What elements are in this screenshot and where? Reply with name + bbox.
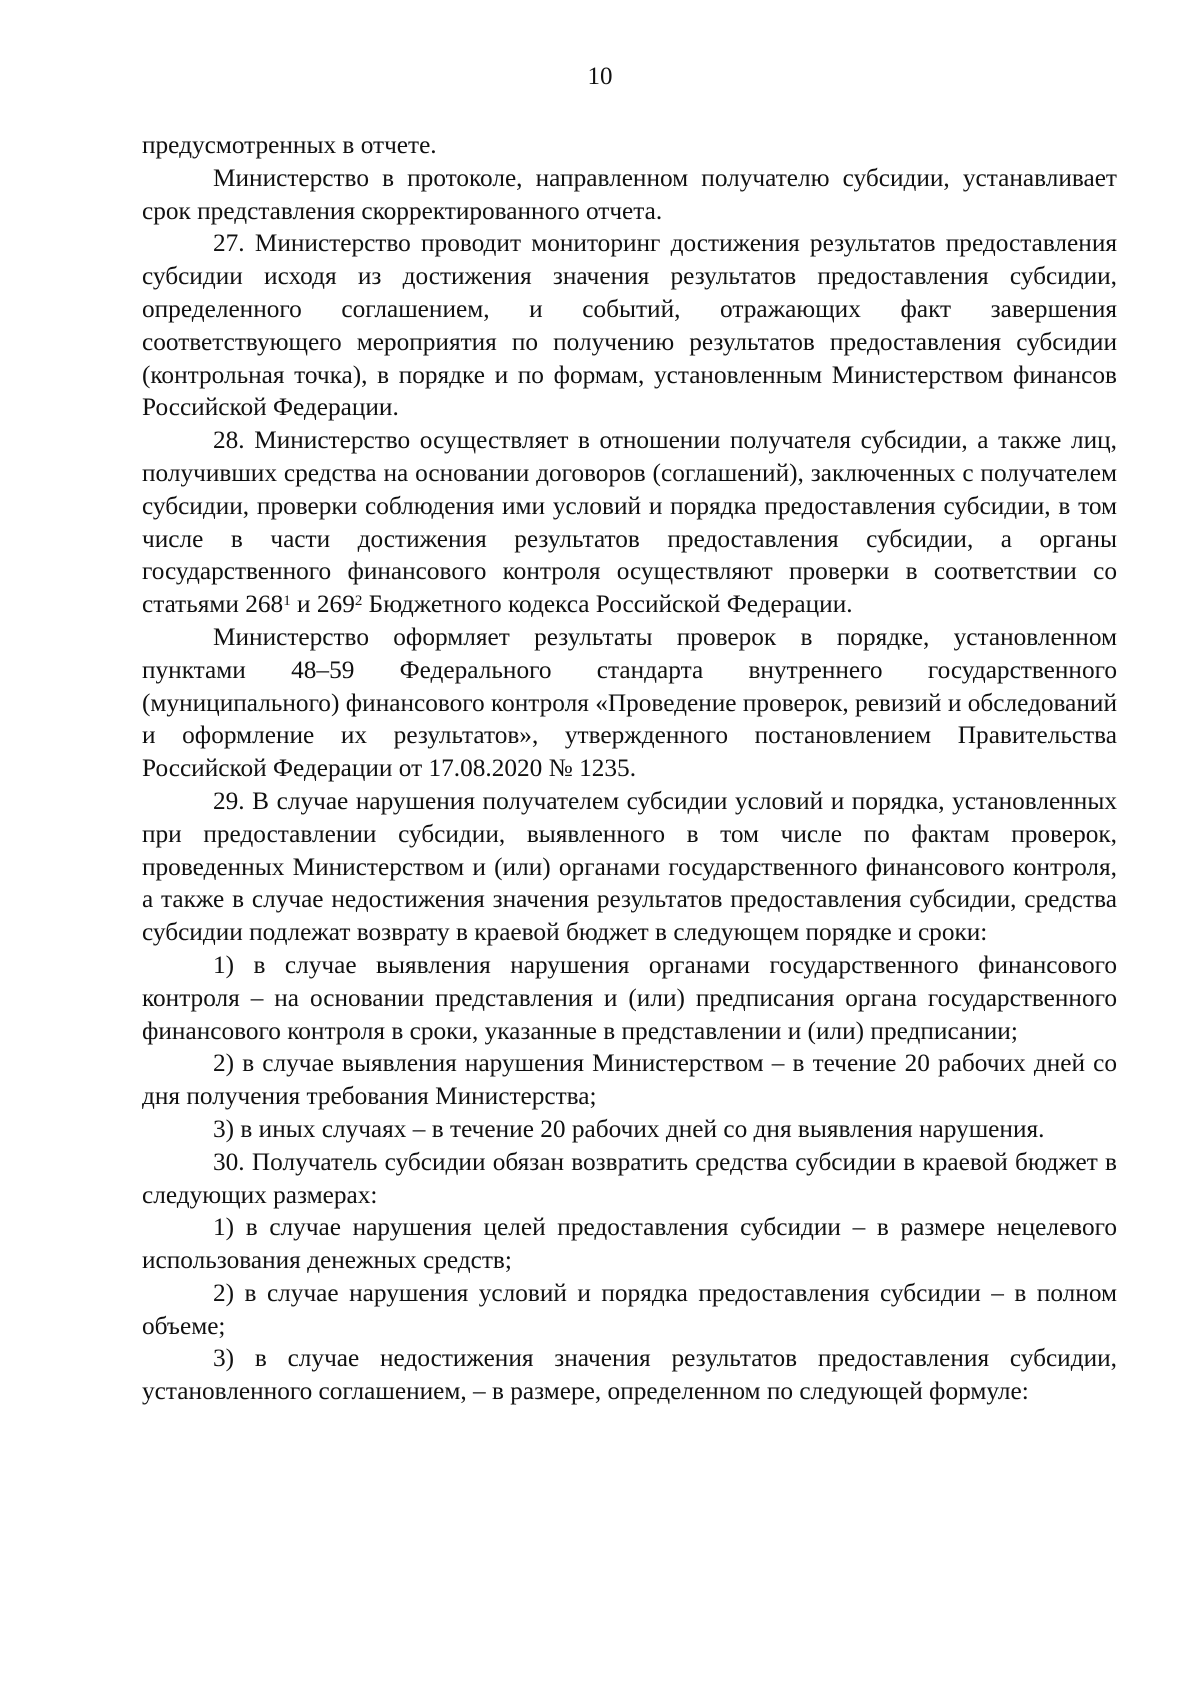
subitem-29-3: 3) в иных случаях – в течение 20 рабочих дней со дня выявления нарушения. bbox=[213, 1114, 1045, 1143]
paragraph-item-28 bbox=[142, 424, 1117, 621]
document-body bbox=[142, 129, 1117, 1408]
page-number: 10 bbox=[587, 63, 613, 90]
subitem-29-2: 2) в случае выявления нарушения Министерством – в течение 20 рабочих дней со дня получения требования Министерства; bbox=[142, 1049, 1117, 1111]
paragraph-text: Бюджетного кодекса Российской Федерации. bbox=[362, 590, 853, 619]
footnote-superscript: 1 bbox=[283, 592, 291, 609]
subitem-30-3: 3) в случае недостижения значения результатов предоставления субсидии, установленного соглашением, – в размере, определенном по следующей формуле: bbox=[142, 1344, 1117, 1406]
paragraph-text: и 269 bbox=[290, 590, 355, 619]
footnote-superscript: 2 bbox=[354, 592, 363, 609]
paragraph: Министерство в протоколе, направленном получателю субсидии, устанавливает срок представления скорректированного отчета. bbox=[142, 163, 1117, 225]
paragraph-item-30: 30. Получатель субсидии обязан возвратить средства субсидии в краевой бюджет в следующих размерах: bbox=[142, 1147, 1117, 1209]
paragraph-item-27: 27. Министерство проводит мониторинг достижения результатов предоставления субсидии исходя из достижения значения результатов предоставления субсидии, определенного соглашением, и событий, отражающих факт завершения соответствующего мероприятия по получению результатов предоставления субсидии (контрольная точка), в порядке и по формам, установленным Министерством финансов Российской Федерации. bbox=[142, 229, 1117, 422]
subitem-30-2: 2) в случае нарушения условий и порядка предоставления субсидии – в полном объеме; bbox=[142, 1278, 1117, 1340]
paragraph: предусмотренных в отчете. bbox=[142, 131, 437, 159]
paragraph-text: 28. Министерство осуществляет в отношении получателя субсидии, а также лиц, получивших средства на основании договоров (соглашений), заключенных с получателем субсидии, проверки соблюдения ими условий и порядка предоставления субсидии, в том числе в части достижения результатов предоставления субсидии, а органы государственного финансового контроля осуществляют проверки в соответствии со статьями 268 bbox=[142, 426, 1117, 619]
subitem-30-1: 1) в случае нарушения целей предоставления субсидии – в размере нецелевого использования денежных средств; bbox=[142, 1213, 1117, 1275]
paragraph: Министерство оформляет результаты проверок в порядке, установленном пунктами 48–59 Федерального стандарта внутреннего государственного (муниципального) финансового контроля «Проведение проверок, ревизий и обследований и оформление их результатов», утвержденного постановлением Правительства Российской Федерации от 17.08.2020 № 1235. bbox=[142, 622, 1117, 783]
subitem-29-1: 1) в случае выявления нарушения органами государственного финансового контроля – на основании представления и (или) предписания органа государственного финансового контроля в сроки, указанные в представлении и (или) предписании; bbox=[142, 950, 1117, 1045]
paragraph-item-29: 29. В случае нарушения получателем субсидии условий и порядка, установленных при предоставлении субсидии, выявленного в том числе по фактам проверок, проведенных Министерством и (или) органами государственного финансового контроля, а также в случае недостижения значения результатов предоставления субсидии, средства субсидии подлежат возврату в краевой бюджет в следующем порядке и сроки: bbox=[142, 786, 1117, 947]
